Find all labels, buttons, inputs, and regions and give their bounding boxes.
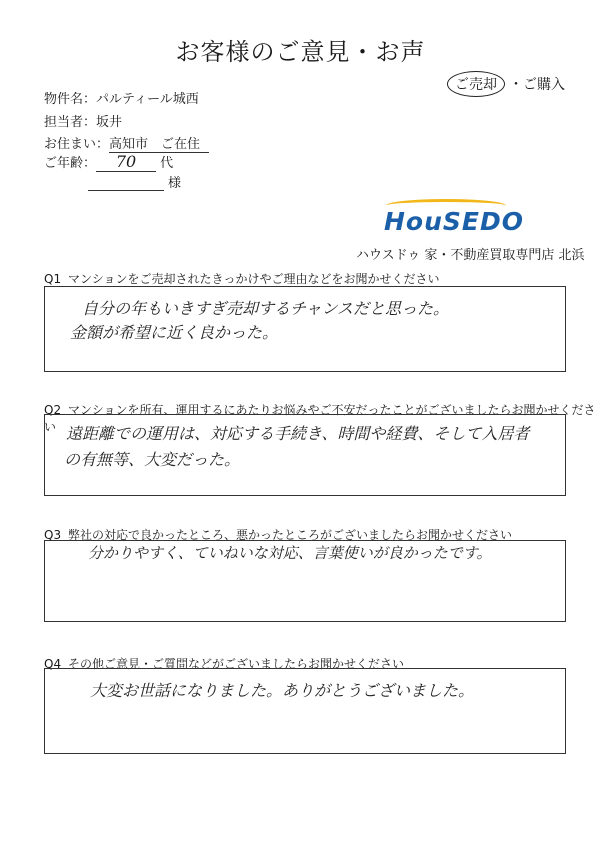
question-number: Q3 <box>44 528 62 542</box>
sale-type-selection <box>447 71 565 97</box>
answer-1-line-2: 金額が希望に近く良かった。 <box>70 323 279 342</box>
property-label: 物件名： <box>44 92 97 107</box>
age-value: 70 <box>115 152 137 171</box>
staff-value: 坂井 <box>96 115 123 130</box>
name-row <box>88 172 181 191</box>
age-label: ご年齢： <box>44 156 97 171</box>
answer-2-line-2: の有無等、大変だった。 <box>64 450 241 469</box>
age-unit: 代 <box>160 156 174 171</box>
sale-type-selected: ご売却 <box>447 71 505 97</box>
residence-row <box>44 133 209 153</box>
logo-part2: DO <box>479 207 524 236</box>
answer-2-line-1: 遠距離での運用は、対応する手続き、時間や経費、そして入居者 <box>66 424 530 443</box>
residence-label: お住まい： <box>44 137 110 152</box>
question-number: Q2 <box>44 403 62 417</box>
logo-part1: HouSE <box>384 207 480 236</box>
question-text: マンションを所有、運用するにあたりお悩みやご不安だったことがございましたらお聞かせください <box>44 403 596 434</box>
logo-swoosh <box>386 199 506 212</box>
sale-type-separator: ・ <box>509 77 523 93</box>
question-1 <box>44 270 439 287</box>
question-text: その他ご意見・ご質問などがございましたらお聞かせください <box>68 657 405 671</box>
question-number: Q4 <box>44 657 62 671</box>
brand-logo <box>384 207 524 236</box>
question-number: Q1 <box>44 272 62 286</box>
residence-value: 高知市 ご在住 <box>109 133 209 153</box>
question-text: マンションをご売却されたきっかけやご理由などをお聞かせください <box>68 272 440 286</box>
property-row <box>44 88 199 107</box>
question-text: 弊社の対応で良かったところ、悪かったところがございましたらお聞かせください <box>68 528 513 542</box>
staff-row <box>44 111 122 130</box>
honorific: 様 <box>168 176 182 191</box>
sale-type-other: ご購入 <box>523 77 565 93</box>
answer-4-line-1: 大変お世話になりました。ありがとうございました。 <box>90 681 475 700</box>
page-title: お客様のご意見・お声 <box>175 38 426 66</box>
property-value: パルティール城西 <box>96 92 199 107</box>
answer-3-line-1: 分かりやすく、ていねいな対応、言葉使いが良かったです。 <box>88 544 492 562</box>
answer-1-line-1: 自分の年もいきすぎ売却するチャンスだと思った。 <box>82 299 450 318</box>
store-name: ハウスドゥ 家・不動産買取専門店 北浜 <box>356 248 585 263</box>
name-line <box>88 176 164 191</box>
age-row <box>44 152 173 172</box>
staff-label: 担当者： <box>44 115 97 130</box>
